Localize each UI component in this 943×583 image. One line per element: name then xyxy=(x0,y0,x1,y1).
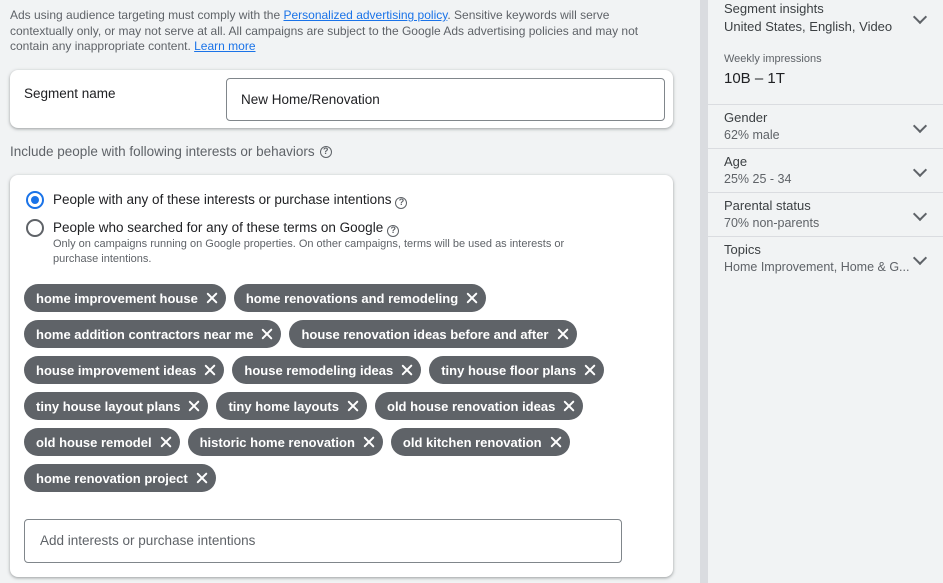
interest-chip-label: old kitchen renovation xyxy=(402,434,542,450)
chip-row xyxy=(24,464,654,492)
interest-chip-label: old house remodel xyxy=(36,434,152,450)
interest-chip xyxy=(375,392,583,420)
interest-chip xyxy=(391,428,570,456)
chevron-down-icon[interactable] xyxy=(913,10,927,24)
interest-chip xyxy=(234,284,486,312)
interest-chip xyxy=(216,392,367,420)
remove-chip-icon[interactable] xyxy=(346,399,360,413)
interest-chip-label: tiny home layouts xyxy=(228,398,339,414)
policy-notice xyxy=(10,8,675,55)
chip-row xyxy=(24,392,654,420)
interest-chip-label: house renovation ideas before and after xyxy=(301,326,549,342)
remove-chip-icon[interactable] xyxy=(400,363,414,377)
option-interests[interactable] xyxy=(26,191,407,209)
radio-unselected-icon[interactable] xyxy=(26,219,44,237)
age-section[interactable] xyxy=(708,149,943,193)
interest-chip xyxy=(232,356,421,384)
topics-section[interactable] xyxy=(708,237,943,281)
interest-chip xyxy=(289,320,576,348)
remove-chip-icon[interactable] xyxy=(195,471,209,485)
include-heading xyxy=(10,144,332,159)
interest-chip xyxy=(24,392,208,420)
interest-chip xyxy=(24,284,226,312)
interest-chip-label: historic home renovation xyxy=(199,434,355,450)
weekly-impressions-value: 10B – 1T xyxy=(724,70,785,87)
radio-selected-icon[interactable] xyxy=(26,191,44,209)
remove-chip-icon[interactable] xyxy=(556,327,570,341)
interest-chip xyxy=(24,356,224,384)
age-value: 25% 25 - 34 xyxy=(724,172,792,186)
remove-chip-icon[interactable] xyxy=(562,399,576,413)
add-interests-input[interactable]: Add interests or purchase intentions xyxy=(24,519,622,563)
remove-chip-icon[interactable] xyxy=(260,327,274,341)
interest-chip xyxy=(188,428,383,456)
interest-chip-label: house remodeling ideas xyxy=(244,362,394,378)
option-searched-label: People who searched for any of these terms on Google xyxy=(53,220,384,235)
gender-section[interactable] xyxy=(708,105,943,149)
topics-title: Topics xyxy=(724,242,761,257)
interest-chip-list xyxy=(24,284,654,500)
chevron-down-icon[interactable] xyxy=(913,207,927,221)
include-label: Include people with following interests or behaviors xyxy=(10,144,315,159)
chip-row xyxy=(24,284,654,312)
interest-chip-label: tiny house layout plans xyxy=(36,398,181,414)
remove-chip-icon[interactable] xyxy=(205,291,219,305)
chevron-down-icon[interactable] xyxy=(913,119,927,133)
learn-more-link[interactable]: Learn more xyxy=(194,39,256,53)
chevron-down-icon[interactable] xyxy=(913,163,927,177)
remove-chip-icon[interactable] xyxy=(465,291,479,305)
weekly-impressions-label: Weekly impressions xyxy=(724,53,822,65)
interest-chip-label: home renovations and remodeling xyxy=(245,290,459,306)
interest-chip-label: house improvement ideas xyxy=(36,362,197,378)
parental-status-title: Parental status xyxy=(724,198,811,213)
remove-chip-icon[interactable] xyxy=(549,435,563,449)
chip-row xyxy=(24,320,654,348)
interest-chip xyxy=(24,428,180,456)
remove-chip-icon[interactable] xyxy=(203,363,217,377)
panel-divider[interactable] xyxy=(700,0,708,583)
interest-chip-label: home renovation project xyxy=(36,470,188,486)
remove-chip-icon[interactable] xyxy=(187,399,201,413)
chip-row xyxy=(24,356,654,384)
interest-chip xyxy=(429,356,604,384)
topics-value: Home Improvement, Home & G... xyxy=(724,260,910,274)
interest-chip xyxy=(24,464,216,492)
age-title: Age xyxy=(724,154,748,169)
remove-chip-icon[interactable] xyxy=(362,435,376,449)
interests-card xyxy=(10,175,673,577)
parental-status-value: 70% non-parents xyxy=(724,216,820,230)
gender-value: 62% male xyxy=(724,128,780,142)
option-searched[interactable] xyxy=(26,219,593,267)
segment-name-card xyxy=(10,70,673,128)
chip-row xyxy=(24,428,654,456)
interest-chip-label: tiny house floor plans xyxy=(441,362,577,378)
insights-subtitle: United States, English, Video xyxy=(724,19,893,34)
segment-name-label: Segment name xyxy=(24,86,116,101)
interest-chip-label: home improvement house xyxy=(36,290,198,306)
interest-chip xyxy=(24,320,281,348)
policy-text-1: Ads using audience targeting must comply with the xyxy=(10,8,284,22)
segment-insights-panel xyxy=(708,0,943,583)
option-searched-note: Only on campaigns running on Google properties. On other campaigns, terms will be used as interests or purchase intentions. xyxy=(53,237,565,265)
policy-text-2: . Sensitive keywords will serve contextually only, or may not serve at all. All campaigns are subject to the Google Ads advertising policies and may not contain any inappropriate content. xyxy=(10,8,639,53)
gender-title: Gender xyxy=(724,110,768,125)
insights-title: Segment insights xyxy=(724,1,824,16)
segment-name-input[interactable]: New Home/Renovation xyxy=(226,78,665,121)
insights-summary[interactable] xyxy=(708,0,943,105)
help-icon[interactable]: ? xyxy=(387,225,399,237)
remove-chip-icon[interactable] xyxy=(583,363,597,377)
interest-chip-label: home addition contractors near me xyxy=(36,326,254,342)
chevron-down-icon[interactable] xyxy=(913,251,927,265)
remove-chip-icon[interactable] xyxy=(159,435,173,449)
interest-chip-label: old house renovation ideas xyxy=(387,398,556,414)
help-icon[interactable]: ? xyxy=(395,197,407,209)
parental-status-section[interactable] xyxy=(708,193,943,237)
personalized-ad-policy-link[interactable]: Personalized advertising policy xyxy=(283,8,448,22)
help-icon[interactable]: ? xyxy=(320,146,332,158)
option-interests-label: People with any of these interests or purchase intentions xyxy=(53,192,392,207)
